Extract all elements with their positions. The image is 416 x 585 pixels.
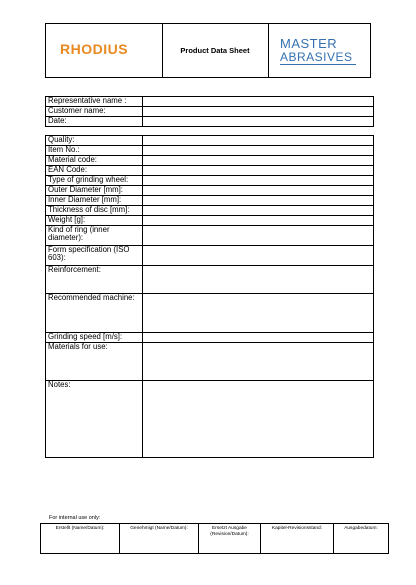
field-label: EAN Code: xyxy=(46,166,143,176)
notes-field[interactable] xyxy=(143,381,374,458)
material-code-field[interactable] xyxy=(143,156,374,166)
approval-footer-table xyxy=(40,523,389,554)
field-label: Reinforcement: xyxy=(46,266,143,294)
representative-name-field[interactable] xyxy=(143,97,374,107)
field-label: Weight [g]: xyxy=(46,216,143,226)
page-title: Product Data Sheet xyxy=(162,24,269,77)
field-label: Materials for use: xyxy=(46,343,143,381)
item-no-field[interactable] xyxy=(143,146,374,156)
field-label: Recommended machine: xyxy=(46,294,143,333)
internal-use-label: For internal use only: xyxy=(49,515,101,521)
outer-diameter-field[interactable] xyxy=(143,186,374,196)
field-label: Material code: xyxy=(46,156,143,166)
rhodius-logo: RHODIUS xyxy=(60,41,129,57)
materials-for-use-field[interactable] xyxy=(143,343,374,381)
form-specification-field[interactable] xyxy=(143,246,374,266)
chapter-revision-cell: Kapitel-Revisionsstand: xyxy=(261,524,334,554)
recommended-machine-field[interactable] xyxy=(143,294,374,333)
field-label: Representative name : xyxy=(46,97,143,107)
master-abrasives-logo-line2: ABRASIVES xyxy=(280,50,353,64)
field-label: Type of grinding wheel: xyxy=(46,176,143,186)
customer-name-field[interactable] xyxy=(143,107,374,117)
grinding-wheel-type-field[interactable] xyxy=(143,176,374,186)
approved-by-cell: Genehmigt (Name/Datum): xyxy=(120,524,199,554)
master-abrasives-logo-line1: MASTER xyxy=(280,36,338,51)
product-info-table xyxy=(45,135,374,458)
created-by-cell: Erstellt (Name/Datum): xyxy=(41,524,120,554)
date-field[interactable] xyxy=(143,117,374,127)
reinforcement-field[interactable] xyxy=(143,266,374,294)
field-label: Inner Diameter [mm]: xyxy=(46,196,143,206)
rhodius-logo-cell xyxy=(46,24,163,77)
field-label: Customer name: xyxy=(46,107,143,117)
customer-info-table xyxy=(45,96,374,127)
ring-kind-field[interactable] xyxy=(143,226,374,246)
field-label: Form specification (ISO 603): xyxy=(46,246,143,266)
inner-diameter-field[interactable] xyxy=(143,196,374,206)
field-label: Grinding speed [m/s]: xyxy=(46,333,143,343)
field-label: Quality: xyxy=(46,136,143,146)
field-label: Item No.: xyxy=(46,146,143,156)
field-label: Outer Diameter [mm]: xyxy=(46,186,143,196)
field-label: Thickness of disc [mm]: xyxy=(46,206,143,216)
document-header xyxy=(45,23,371,78)
grinding-speed-field[interactable] xyxy=(143,333,374,343)
replaces-edition-cell: Ersetzt Ausgabe (Revision/Datum): xyxy=(199,524,261,554)
field-label: Kind of ring (inner diameter): xyxy=(46,226,143,246)
field-label: Notes: xyxy=(46,381,143,458)
quality-field[interactable] xyxy=(143,136,374,146)
disc-thickness-field[interactable] xyxy=(143,206,374,216)
weight-field[interactable] xyxy=(143,216,374,226)
logo-underline xyxy=(280,64,356,65)
issue-date-cell: Ausgabedatum: xyxy=(334,524,389,554)
master-abrasives-logo-cell xyxy=(268,24,370,77)
ean-code-field[interactable] xyxy=(143,166,374,176)
field-label: Date: xyxy=(46,117,143,127)
